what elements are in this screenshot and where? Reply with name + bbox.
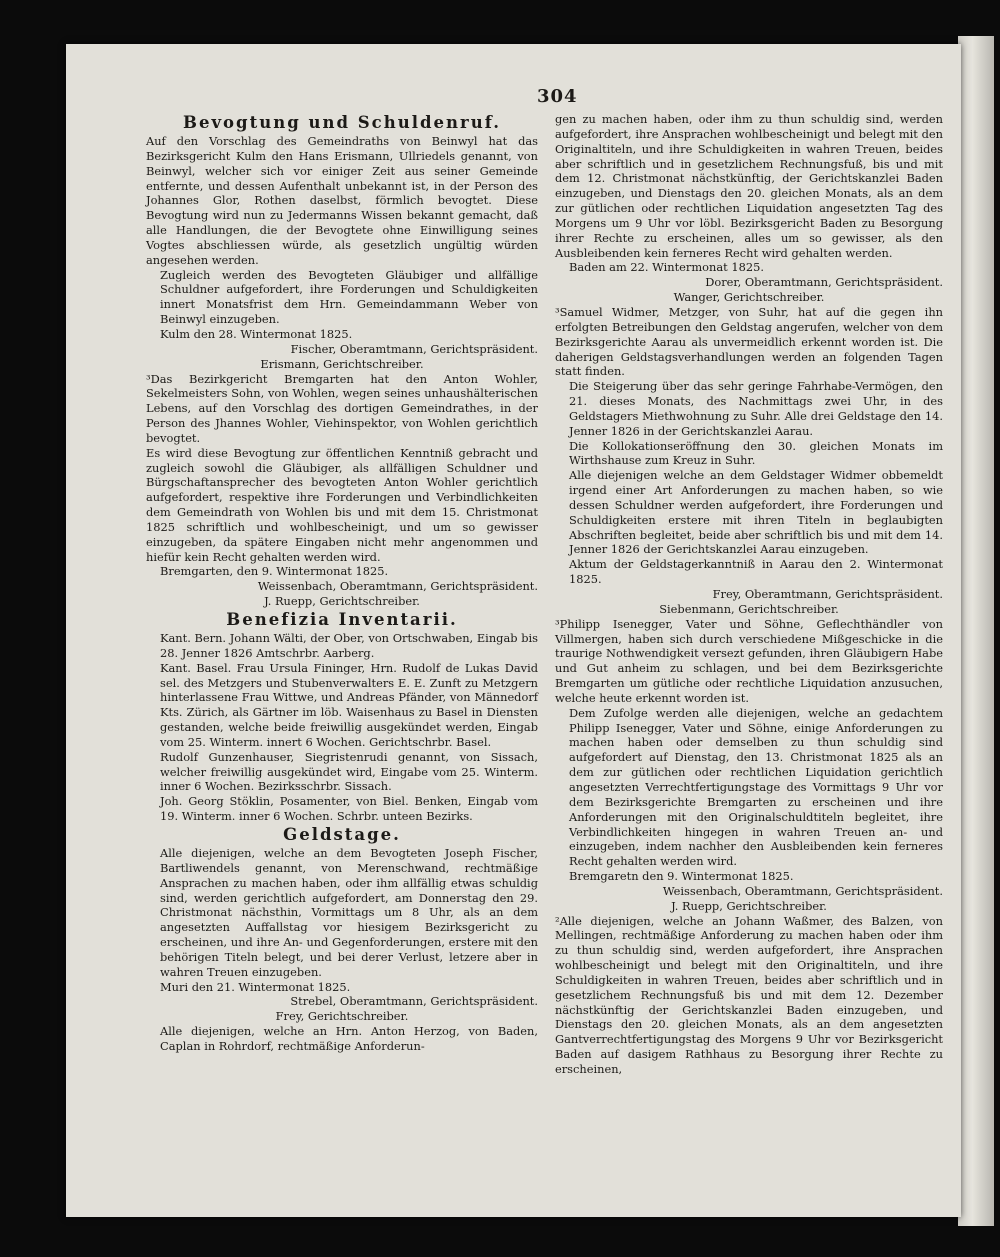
date-line: Baden am 22. Wintermonat 1825. <box>569 260 764 275</box>
paragraph: ³Philipp Isenegger, Vater und Söhne, Geflechthändler von Villmergen, haben sich durch verschiedene Mißgeschicke in die traurige Nothwendigkeit versezt gefunden, ihren Gläubigern Habe und Gut anheim zu schlagen, und bei dem Bezirksgerichte Bremgarten um gütliche oder rechtliche Liquidation anzusuchen, welche heute erkennt worden ist. <box>555 616 943 705</box>
book-spine <box>958 36 994 1226</box>
date-line: Kulm den 28. Wintermonat 1825. <box>160 326 353 341</box>
page-number: 304 <box>537 86 578 107</box>
signature-line: Weissenbach, Oberamtmann, Gerichtspräsident. <box>257 579 538 594</box>
paragraph: gen zu machen haben, oder ihm zu thun schuldig sind, werden aufgefordert, ihre Ansprachen wohlbescheinigt und belegt mit den Originaltiteln, und ihre Schuldigkeiten in wahren Treuen, beides aber schriftlich und in gesetzlichem Rechnungsfuß, bis und mit dem 12. Christmonat nächstkünftig, der Gerichtskanzlei Baden einzugeben, und Dienstags den 20. gleichen Monats, als an dem zur gütlichen oder rechtlichen Liquidation angesetzten Tag des Morgens um 9 Uhr vor löbl. Bezirksgericht Baden zu Besorgung ihrer Rechte zu erscheinen, alles um so gewisser, als den Ausbleibenden kein ferneres Recht wird gehalten werden. <box>555 112 943 260</box>
signature-line: Weissenbach, Oberamtmann, Gerichtspräsident. <box>662 883 943 898</box>
paragraph: Es wird diese Bevogtung zur öffentlichen Kenntniß gebracht und zugleich sowohl die Gläubiger, als allfälligen Schuldner und Bürgschaftansprecher des bevogteten Anton Wohler gerichtlich aufgefordert, respektive ihre Forderungen und Verbindlichkeiten dem Gemeindrath von Wohlen bis und mit dem 15. Christmonat 1825 schriftlich und wohlbescheinigt, und um so gewisser einzugeben, da spätere Eingaben nicht mehr angenommen und hiefür kein Recht gehalten werden wird. <box>146 445 538 564</box>
left-column <box>146 112 538 1054</box>
section-heading: Benefizia Inventarii. <box>226 610 458 629</box>
paragraph: Auf den Vorschlag des Gemeindraths von Beinwyl hat das Bezirksgericht Kulm den Hans Erismann, Ullriedels genannt, von Beinwyl, welcher sich vor einiger Zeit aus seiner Gemeinde entfernte, und dessen Aufenthalt unbekannt ist, in der Person des Johannes Glor, Rothen daselbst, förmlich bevogtet. Diese Bevogtung wird nun zu Jedermanns Wissen bekannt gemacht, daß alle Handlungen, die der Bevogtete ohne Einwilligung seines Vogtes abschliessen würde, als gesetzlich ungültig würden angesehen werden. <box>146 134 538 267</box>
date-line: Bremgaretn den 9. Wintermonat 1825. <box>569 869 794 884</box>
paragraph: Dem Zufolge werden alle diejenigen, welche an gedachtem Philipp Isenegger, Vater und Söhne, einige Anforderungen zu machen haben oder demselben zu thun schuldig sind aufgefordert auf Dienstag, den 13. Christmonat 1825 als an dem zur gütlichen oder rechtlichen Liquidation gerichtlich angesetzten Verrechtfertigungstage des Vormittags 9 Uhr vor dem Bezirksgerichte Bremgarten zu erscheinen und ihre Anforderungen mit den Originalschuldtiteln begleitet, ihre Verbindlichkeiten hingegen in wahren Treuen an- und einzugeben, indem nachher den Ausbleibenden kein ferneres Recht gehalten werden wird. <box>569 705 943 869</box>
section-heading: Geldstage. <box>283 824 401 844</box>
paragraph: Zugleich werden des Bevogteten Gläubiger und allfällige Schuldner aufgefordert, ihre Forderungen und Schuldigkeiten innert Monatsfrist dem Hrn. Gemeindammann Weber von Beinwyl einzugeben. <box>160 267 538 327</box>
paragraph: ³Samuel Widmer, Metzger, von Suhr, hat auf die gegen ihn erfolgten Betreibungen den Geldstag angerufen, welcher von dem Bezirksgerichte Aarau als unvermeidlich erkennt worden ist. Die daherigen Geldstagsverhandlungen werden an folgenden Tagen statt finden. <box>555 304 943 379</box>
paragraph: ²Alle diejenigen, welche an Johann Waßmer, des Balzen, von Mellingen, rechtmäßige Anforderung zu machen haben oder ihm zu thun schuldig sind, werden aufgefordert, ihre Ansprachen wohlbescheinigt und belegt mit den Originaltiteln, und ihre Schuldigkeiten in wahren Treuen, beides aber schriftlich und in gesetzlichem Rechnungsfuß bis und mit dem 12. Dezember nächstkünftig der Gerichtskanzlei Baden einzugeben, und Dienstags den 20. gleichen Monats, als an dem angesetzten Gantverrechtfertigungstag des Morgens 9 Uhr vor Bezirksgericht Baden auf dasigem Rathhaus zu Besorgung ihrer Rechte zu erscheinen, <box>555 913 943 1076</box>
section-heading: Bevogtung und Schuldenruf. <box>183 113 501 132</box>
date-line: Muri den 21. Wintermonat 1825. <box>160 979 351 994</box>
signature-line: J. Ruepp, Gerichtschreiber. <box>264 594 420 609</box>
signature-line: Frey, Oberamtmann, Gerichtspräsident. <box>712 587 943 601</box>
signature-line: Siebenmann, Gerichtschreiber. <box>659 601 839 616</box>
date-line: Aktum der Geldstagerkanntniß in Aarau den 2. Wintermonat 1825. <box>569 557 943 587</box>
paragraph: Alle diejenigen, welche an dem Bevogteten Joseph Fischer, Bartliwendels genannt, von Merenschwand, rechtmäßige Ansprachen zu machen haben, oder ihm allfällig etwas schuldig sind, werden gerichtlich aufgefordert, am Donnerstag den 29. Christmonat nächsthin, Vormittags um 8 Uhr, als an dem angesetzten Auffallstag vor hiesigem Bezirksgericht zu erscheinen, und ihre An- und Gegenforderungen, erstere mit den behörigen Titeln belegt, und bei derer Verlust, letzere aber in wahren Treuen einzugeben. <box>160 845 538 979</box>
paragraph: Die Steigerung über das sehr geringe Fahrhabe-Vermögen, den 21. dieses Monats, des Nachmittags zwei Uhr, in des Geldstagers Miethwohnung zu Suhr. Alle drei Geldstage den 14. Jenner 1826 in der Gerichtskanzlei Aarau. <box>569 379 943 438</box>
paragraph: Alle diejenigen, welche an Hrn. Anton Herzog, von Baden, Caplan in Rohrdorf, rechtmäßige Anforderun- <box>160 1024 538 1053</box>
signature-line: Fischer, Oberamtmann, Gerichtspräsident. <box>290 341 538 356</box>
paragraph: Kant. Basel. Frau Ursula Fininger, Hrn. Rudolf de Lukas David sel. des Metzgers und Stubenverwalters E. E. Zunft zu Metzgern hinterlassene Frau Wittwe, und Andreas Pfänder, von Männedorf Kts. Zürich, als Gärtner im löb. Waisenhaus zu Basel in Diensten gestanden, welche beide freiwillig ausgekündet werden, Eingab vom 25. Winterm. innert 6 Wochen. Gerichtschrbr. Basel. <box>160 660 538 749</box>
paragraph: ³Das Bezirkgericht Bremgarten hat den Anton Wohler, Sekelmeisters Sohn, von Wohlen, wegen seines unhaushälterischen Lebens, auf den Vorschlag des dortigen Gemeindrathes, in der Person des Jhannes Wohler, Viehinspektor, von Wohlen gerichtlich bevogtet. <box>146 371 538 445</box>
signature-line: Wanger, Gerichtschreiber. <box>673 290 825 305</box>
paragraph: Rudolf Gunzenhauser, Siegristenrudi genannt, von Sissach, welcher freiwillig ausgekündet wird, Eingabe vom 25. Winterm. inner 6 Wochen. Bezirksschrbr. Sissach. <box>160 749 538 794</box>
signature-line: Dorer, Oberamtmann, Gerichtspräsident. <box>705 275 943 290</box>
signature-line: Erismann, Gerichtschreiber. <box>260 356 424 371</box>
paragraph: Alle diejenigen welche an dem Geldstager Widmer obbemeldt irgend einer Art Anforderungen zu machen haben, so wie dessen Schuldner werden aufgefordert, ihre Forderungen und Schuldigkeiten erstere mit ihren Titeln in beglaubigten Abschriften begleitet, beide aber schriftlich bis und mit dem 14. Jenner 1826 der Gerichtskanzlei Aarau einzugeben. <box>569 468 943 557</box>
signature-line: Strebel, Oberamtmann, Gerichtspräsident. <box>290 994 538 1009</box>
right-column <box>555 112 943 1077</box>
signature-line: J. Ruepp, Gerichtschreiber. <box>671 898 827 913</box>
paragraph: Kant. Bern. Johann Wälti, der Ober, von Ortschwaben, Eingab bis 28. Jenner 1826 Amtschrbr. Aarberg. <box>160 631 538 660</box>
signature-line: Frey, Gerichtschreiber. <box>275 1009 409 1024</box>
paragraph: Die Kollokationseröffnung den 30. gleichen Monats im Wirthshause zum Kreuz in Suhr. <box>569 438 943 468</box>
paragraph: Joh. Georg Stöklin, Posamenter, von Biel. Benken, Eingab vom 19. Winterm. inner 6 Wochen. Schrbr. unteen Bezirks. <box>160 794 538 824</box>
date-line: Bremgarten, den 9. Wintermonat 1825. <box>160 564 389 579</box>
